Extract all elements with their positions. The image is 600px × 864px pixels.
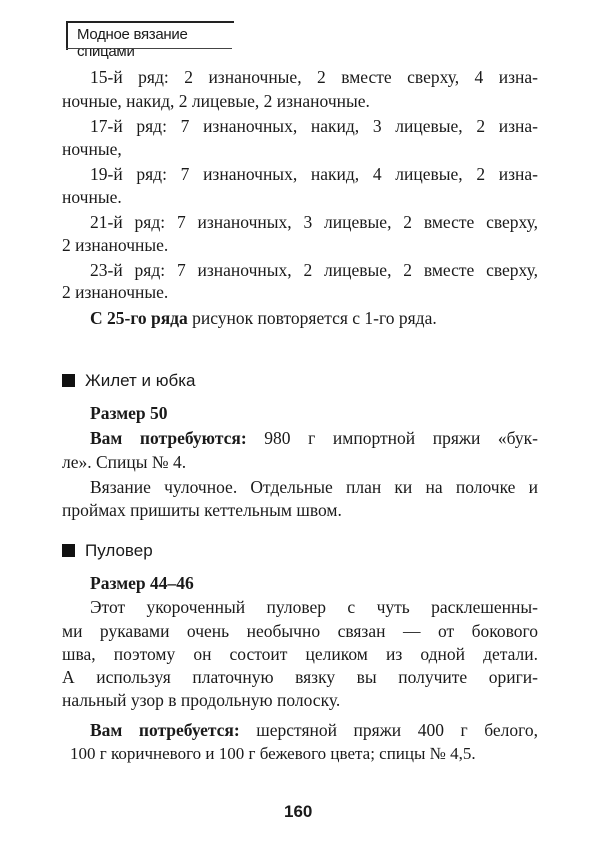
bullet-square-icon [62, 374, 75, 387]
pullover-desc-line: ми рукавами очень необычно связан — от бокового [62, 621, 538, 641]
vest-desc-line-2: проймах пришиты кеттельным швом. [62, 500, 342, 520]
header-rule [66, 48, 232, 49]
vest-size: Размер 50 [90, 403, 168, 423]
section-vest-heading: Жилет и юбка [62, 371, 195, 391]
pullover-size: Размер 44–46 [90, 573, 194, 593]
row-21-line-2: 2 изнаночные. [62, 235, 169, 255]
row-19-line-2: ночные. [62, 187, 122, 207]
repeat-note: С 25-го ряда рисунок повторяется с 1-го ряда. [90, 308, 437, 328]
bullet-square-icon [62, 544, 75, 557]
row-23-line-2: 2 изнаночные. [62, 282, 169, 302]
pullover-desc-line: нальный узор в продольную полоску. [62, 690, 341, 710]
vest-desc-line-1: Вязание чулочное. Отдельные план ки на полочке и [90, 477, 538, 497]
row-17-line-1: 17-й ряд: 7 изнаночных, накид, 3 лицевые, 2 изна- [90, 116, 539, 136]
row-15-line-2: ночные, накид, 2 лицевые, 2 изнаночные. [62, 91, 370, 111]
row-21-line-1: 21-й ряд: 7 изнаночных, 3 лицевые, 2 вместе сверху, [90, 212, 539, 232]
pullover-materials-line-2: 100 г коричневого и 100 г бежевого цвета; спицы № 4,5. [70, 744, 476, 763]
pullover-desc-line: Этот укороченный пуловер с чуть расклешенны- [90, 597, 538, 617]
page-number: 160 [284, 802, 313, 821]
pullover-desc-line: шва, поэтому он состоит целиком из одной детали. [62, 644, 538, 664]
pullover-desc-line: А используя платочную вязку вы получите ориги- [62, 667, 538, 687]
running-header-text: Модное вязание спицами [77, 26, 188, 60]
row-19-line-1: 19-й ряд: 7 изнаночных, накид, 4 лицевые, 2 изна- [90, 164, 539, 184]
section-pullover-heading: Пуловер [62, 541, 153, 561]
vest-materials-line-1: Вам потребуются: 980 г импортной пряжи «бук- [90, 428, 538, 448]
running-header [66, 21, 234, 60]
row-15-line-1: 15-й ряд: 2 изнаночные, 2 вместе сверху, 4 изна- [90, 67, 538, 87]
pullover-materials-line-1: Вам потребуется: шерстяной пряжи 400 г белого, [90, 720, 538, 740]
row-23-line-1: 23-й ряд: 7 изнаночных, 2 лицевые, 2 вместе сверху, [90, 260, 539, 280]
row-17-line-2: ночные, [62, 139, 122, 159]
vest-materials-line-2: ле». Спицы № 4. [62, 452, 187, 472]
